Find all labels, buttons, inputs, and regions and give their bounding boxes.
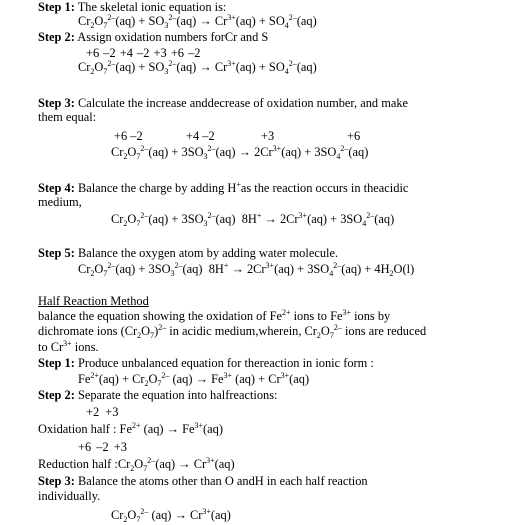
formula-part: 2–: [340, 144, 349, 153]
formula-part: +: [168, 145, 182, 159]
formula-part: →: [228, 262, 247, 276]
formula-part: +: [168, 212, 182, 226]
skeletal-equation: [78, 14, 317, 28]
hr-step3-text: Balance the atoms other than O andH in each half reaction: [77, 474, 368, 488]
formula-part: +: [256, 211, 262, 220]
reduction-half-equation: [38, 457, 235, 471]
formula-part: +6: [347, 129, 361, 143]
formula-part: 3: [181, 145, 188, 159]
half-reaction-intro-1: [38, 309, 390, 323]
formula-part: in acidic medium,wherein, Cr: [166, 324, 317, 338]
hr-step1-text: Produce unbalanced equation for thereaction in ionic form :: [77, 356, 374, 370]
formula-part: Cr: [193, 457, 207, 471]
formula-part: (aq): [348, 145, 369, 159]
formula-part: (aq): [115, 60, 136, 74]
formula-part: 2: [316, 331, 321, 340]
formula-part: (aq): [296, 60, 317, 74]
formula-part: 3+: [272, 144, 282, 153]
formula-part: 3: [340, 212, 347, 226]
formula-part: 2–: [333, 323, 342, 332]
formula-part: 2–: [207, 144, 216, 153]
step4-text-b: as the reaction occurs in theacidic: [240, 181, 409, 195]
formula-part: Cr: [78, 262, 91, 276]
formula-part: SO: [268, 60, 285, 74]
step4-line: [38, 181, 408, 195]
formula-part: (aq): [235, 60, 256, 74]
formula-part: (aq): [307, 212, 328, 226]
formula-part: +: [361, 262, 375, 276]
formula-part: 2–: [140, 144, 149, 153]
formula-part: (aq): [172, 372, 193, 386]
equation-step5: [78, 262, 414, 276]
formula-part: +: [294, 262, 308, 276]
formula-part: +: [301, 145, 315, 159]
formula-part: +: [135, 60, 149, 74]
formula-part: →: [192, 372, 212, 386]
formula-part: O: [320, 324, 330, 338]
equation-step2: [78, 60, 317, 74]
formula-part: +: [255, 14, 269, 28]
formula-part: O: [94, 14, 104, 28]
formula-part: 2–: [161, 371, 170, 380]
formula-part: (aq): [98, 372, 119, 386]
formula-part: 2–: [366, 211, 375, 220]
formula-part: 2–: [147, 456, 156, 465]
formula-part: Cr: [78, 60, 91, 74]
formula-part: (aq): [289, 372, 310, 386]
formula-part: Cr: [268, 372, 281, 386]
formula-part: Fe: [182, 422, 195, 436]
half-reaction-heading: Half Reaction Method: [38, 294, 149, 308]
formula-part: 3+: [342, 308, 351, 317]
formula-part: +: [255, 60, 269, 74]
formula-part: →: [163, 422, 183, 436]
formula-part: +: [255, 372, 269, 386]
formula-part: H: [247, 212, 257, 226]
formula-part: 2–: [158, 323, 167, 332]
formula-part: SO: [154, 262, 171, 276]
hr-step2-label: Step 2:: [38, 388, 75, 402]
formula-part: Cr: [78, 14, 91, 28]
formula-part: Cr: [132, 372, 145, 386]
formula-part: 2–: [140, 507, 149, 516]
formula-part: SO: [320, 145, 337, 159]
formula-part: 2: [123, 152, 128, 161]
formula-part: Cr: [111, 212, 124, 226]
formula-part: 2: [254, 145, 261, 159]
formula-part: SO: [268, 14, 285, 28]
formula-part: 3+: [227, 13, 236, 22]
formula-part: SO: [313, 262, 330, 276]
formula-part: ions are reduced: [341, 324, 427, 338]
formula-part: Reduction half :Cr: [38, 457, 131, 471]
formula-part: (aq): [296, 14, 317, 28]
formula-part: 3: [170, 269, 175, 278]
step1-label: Step 1:: [38, 0, 75, 14]
formula-part: ions to Fe: [290, 309, 343, 323]
formula-part: SO: [187, 145, 204, 159]
step1-text: The skeletal ionic equation is:: [77, 0, 227, 14]
half-reaction-intro-2: [38, 324, 426, 338]
hr-step3-text-2: individually.: [38, 489, 101, 503]
formula-part: 4: [284, 21, 289, 30]
formula-part: 2–: [333, 261, 342, 270]
hr-step2-text: Separate the equation into halfreactions:: [77, 388, 278, 402]
hr-step3-line: [38, 474, 368, 488]
formula-part: →: [196, 60, 215, 74]
formula-part: 2: [123, 219, 128, 228]
formula-part: (aq): [374, 212, 395, 226]
formula-part: →: [261, 212, 280, 226]
formula-part: H: [214, 262, 224, 276]
formula-part: 7: [136, 515, 141, 524]
formula-part: 2–: [107, 261, 116, 270]
formula-part: O: [127, 212, 137, 226]
formula-part: 3+: [206, 456, 215, 465]
formula-part: +: [135, 14, 149, 28]
equation-hr-step3: [111, 508, 231, 522]
oxidation-half-equation: [38, 422, 223, 436]
formula-part: Cr: [190, 508, 203, 522]
formula-part: ions.: [71, 340, 99, 354]
formula-part: 7: [136, 219, 141, 228]
formula-part: (aq): [215, 212, 236, 226]
formula-part: 3+: [280, 371, 290, 380]
formula-part: (aq): [210, 508, 231, 522]
formula-part: 3+: [265, 261, 275, 270]
formula-part: O: [134, 457, 144, 471]
formula-part: (aq): [214, 457, 235, 471]
formula-part: 2: [279, 212, 287, 226]
formula-part: 7: [157, 379, 162, 388]
formula-part: →: [175, 457, 194, 471]
step4-text: Balance the charge by adding H: [77, 181, 237, 195]
formula-part: 2: [90, 269, 95, 278]
step5-label: Step 5:: [38, 246, 75, 260]
formula-part: SO: [148, 14, 165, 28]
formula-part: 4: [329, 269, 334, 278]
formula-part: 3+: [63, 339, 72, 348]
formula-part: 2+: [90, 371, 99, 380]
formula-part: +: [327, 212, 341, 226]
formula-part: SO: [148, 60, 165, 74]
step2-line: [38, 30, 268, 44]
formula-part: 3: [164, 67, 169, 76]
hr-step2-line: [38, 388, 278, 402]
formula-part: SO: [187, 212, 204, 226]
formula-part: →: [171, 508, 190, 522]
formula-part: 3+: [202, 507, 211, 516]
formula-part: (aq): [274, 262, 295, 276]
formula-part: 3+: [194, 421, 204, 430]
formula-part: (aq): [115, 14, 136, 28]
formula-part: (aq): [281, 145, 302, 159]
equation-step4: [111, 212, 394, 226]
formula-part: 7: [329, 331, 334, 340]
formula-part: 2: [123, 515, 128, 524]
formula-part: +6 –2: [114, 129, 143, 143]
hr-step3-label: Step 3:: [38, 474, 75, 488]
oxidation-numbers-c: +2 +3: [86, 405, 119, 419]
formula-part: 4: [284, 67, 289, 76]
formula-part: 2–: [107, 59, 116, 68]
formula-part: +: [236, 180, 241, 189]
formula-part: ): [154, 324, 159, 338]
equation-ionic-form: [78, 372, 309, 386]
formula-part: Cr: [111, 508, 124, 522]
oxidation-numbers-d: +6 –2 +3: [78, 440, 127, 454]
step5-text: Balance the oxygen atom by adding water molecule.: [77, 246, 339, 260]
formula-part: 2–: [168, 59, 177, 68]
formula-part: 7: [103, 269, 108, 278]
formula-part: Fe: [78, 372, 91, 386]
step3-text: Calculate the increase anddecrease of oxidation number, and make: [77, 96, 409, 110]
formula-part: (aq): [143, 422, 164, 436]
equation-step3: [111, 145, 368, 159]
formula-part: 7: [136, 152, 141, 161]
formula-part: Cr: [214, 60, 228, 74]
formula-part: 3: [203, 152, 208, 161]
formula-part: →: [235, 145, 255, 159]
formula-part: (aq): [155, 457, 176, 471]
formula-part: 3: [307, 262, 314, 276]
hr-step1-label: Step 1:: [38, 356, 75, 370]
formula-part: O(l): [393, 262, 415, 276]
formula-part: (aq): [215, 145, 236, 159]
formula-part: 2: [137, 331, 142, 340]
step2-label: Step 2:: [38, 30, 75, 44]
formula-part: 2: [246, 262, 254, 276]
formula-part: 3+: [298, 211, 308, 220]
step1-line: [38, 0, 226, 14]
formula-part: (aq): [115, 262, 136, 276]
formula-part: 3+: [223, 371, 232, 380]
step3-text-2: them equal:: [38, 110, 97, 124]
formula-part: 7: [103, 21, 108, 30]
formula-part: 2: [90, 21, 95, 30]
formula-part: 2–: [140, 211, 149, 220]
formula-part: +3: [261, 129, 275, 143]
formula-part: 4: [362, 219, 367, 228]
step4-label: Step 4:: [38, 181, 75, 195]
formula-part: balance the equation showing the oxidation of Fe: [38, 309, 282, 323]
formula-part: 4: [374, 262, 381, 276]
formula-part: 2–: [288, 59, 297, 68]
half-reaction-intro-3: [38, 340, 99, 354]
formula-part: +: [118, 372, 133, 386]
formula-part: 2–: [107, 13, 116, 22]
formula-part: Fe: [211, 372, 224, 386]
formula-part: 2: [389, 269, 394, 278]
formula-part: +: [135, 262, 149, 276]
formula-part: 4: [336, 152, 341, 161]
formula-part: 3: [164, 21, 169, 30]
formula-part: (aq): [176, 14, 197, 28]
formula-part: O: [94, 262, 104, 276]
formula-part: H: [380, 262, 390, 276]
formula-part: 3: [181, 212, 188, 226]
formula-part: O: [148, 372, 158, 386]
formula-part: →: [196, 14, 215, 28]
formula-part: SO: [346, 212, 363, 226]
formula-part: 3: [148, 262, 155, 276]
formula-part: O: [127, 508, 137, 522]
formula-part: (aq): [148, 212, 169, 226]
step3-line: [38, 96, 408, 110]
formula-part: 2: [130, 464, 135, 473]
formula-part: 3+: [227, 59, 236, 68]
formula-part: 7: [150, 331, 155, 340]
formula-part: 2+: [131, 421, 141, 430]
formula-part: (aq): [235, 14, 256, 28]
formula-part: (aq): [148, 145, 169, 159]
step5-line: [38, 246, 338, 260]
oxidation-numbers-a: +6 –2 +4 –2 +3 +6 –2: [86, 46, 201, 60]
formula-part: +4 –2: [186, 129, 215, 143]
formula-part: Cr: [286, 212, 299, 226]
formula-part: O: [141, 324, 151, 338]
formula-part: Cr: [214, 14, 228, 28]
formula-part: 7: [103, 67, 108, 76]
formula-part: ions by: [350, 309, 391, 323]
hr-step1-line: [38, 356, 374, 370]
formula-part: 2: [90, 67, 95, 76]
step3-label: Step 3:: [38, 96, 75, 110]
formula-part: (aq): [235, 372, 256, 386]
formula-part: Cr: [260, 145, 273, 159]
formula-part: (aq): [341, 262, 362, 276]
formula-part: to Cr: [38, 340, 64, 354]
formula-part: 3: [314, 145, 321, 159]
formula-part: (aq): [203, 422, 223, 436]
formula-part: (aq): [151, 508, 172, 522]
formula-part: 2–: [288, 13, 297, 22]
step4-text-2: medium,: [38, 195, 82, 209]
formula-part: Cr: [111, 145, 124, 159]
formula-part: O: [94, 60, 104, 74]
oxidation-numbers-b: [0, 129, 515, 143]
formula-part: 2+: [281, 308, 291, 317]
formula-part: Cr: [253, 262, 266, 276]
formula-part: +: [223, 261, 229, 270]
formula-part: 7: [143, 464, 148, 473]
formula-part: O: [127, 145, 137, 159]
formula-part: 8: [208, 262, 215, 276]
step2-text: Assign oxidation numbers forCr and S: [77, 30, 269, 44]
formula-part: dichromate ions (Cr: [38, 324, 138, 338]
formula-part: (aq): [176, 60, 197, 74]
formula-part: Oxidation half : Fe: [38, 422, 132, 436]
formula-part: 2: [144, 379, 149, 388]
formula-part: 2–: [168, 13, 177, 22]
formula-part: (aq): [182, 262, 203, 276]
formula-part: 8: [241, 212, 248, 226]
formula-part: 3: [203, 219, 208, 228]
formula-part: 2–: [174, 261, 183, 270]
formula-part: 2–: [207, 211, 216, 220]
